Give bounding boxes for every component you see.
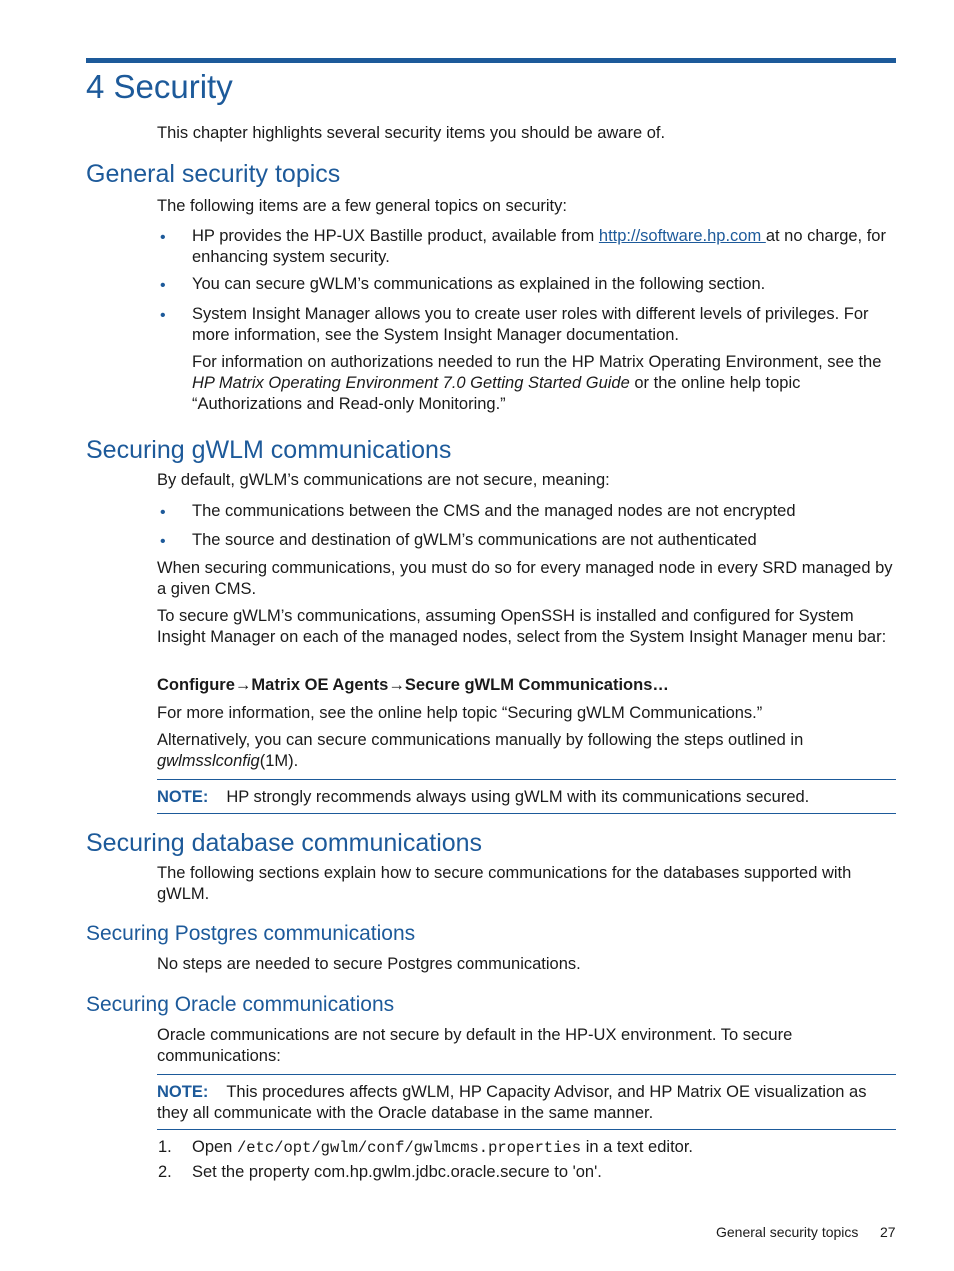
step-number: 2. [158, 1163, 172, 1181]
heading-securing-postgres: Securing Postgres communications [86, 922, 416, 945]
general-bullet-2: You can secure gWLM’s communications as explained in the following section. [192, 275, 766, 293]
footer-page-number: 27 [880, 1224, 896, 1240]
footer-section: General security topics [716, 1224, 859, 1240]
oracle-intro: Oracle communications are not secure by default in the HP-UX environment. To secure communications: [157, 1026, 793, 1065]
note-oracle [157, 1074, 896, 1130]
chapter-rule [86, 58, 896, 63]
gwlm-intro: By default, gWLM’s communications are not secure, meaning: [157, 471, 610, 489]
gwlm-bullet-2: The source and destination of gWLM’s communications are not authenticated [192, 531, 757, 549]
heading-securing-database: Securing database communications [86, 829, 483, 857]
bullet-icon: • [160, 533, 166, 550]
gwlm-para-2: To secure gWLM’s communications, assuming OpenSSH is installed and configured for System Insight Manager on each of the managed nodes, select from the System Insight Manager menu bar: [157, 607, 887, 646]
step-number: 1. [158, 1138, 172, 1156]
note-label: NOTE: [157, 788, 209, 806]
bullet-icon: • [160, 229, 166, 246]
properties-file-path: /etc/opt/gwlm/conf/gwlmcms.properties [236, 1139, 582, 1157]
gwlm-para-4: Alternatively, you can secure communications manually by following the steps outlined in gwlmsslconfig(1M). [157, 731, 804, 770]
oracle-step-1: Open /etc/opt/gwlm/conf/gwlmcms.properties in a text editor. [192, 1138, 694, 1157]
gwlm-para-3: For more information, see the online help topic “Securing gWLM Communications.” [157, 704, 763, 722]
menu-path: Configure→Matrix OE Agents→Secure gWLM Communications… [157, 676, 669, 694]
gwlm-bullet-1: The communications between the CMS and the managed nodes are not encrypted [192, 502, 796, 520]
bullet-icon: • [160, 504, 166, 521]
arrow-icon: → [388, 676, 405, 694]
chapter-title: 4 Security [86, 68, 233, 105]
gwlm-para-1: When securing communications, you must do so for every managed node in every SRD managed by a given CMS. [157, 559, 893, 598]
general-bullet-3-followup: For information on authorizations needed to run the HP Matrix Operating Environment, see the HP Matrix Operating Environment 7.0 Getting Started Guide or the online help topic “Authorizations and Read-only Monitoring.” [192, 353, 882, 413]
general-bullet-1: HP provides the HP-UX Bastille product, available from http://software.hp.com at no charge, for enhancing system security. [192, 227, 886, 266]
note-text: This procedures affects gWLM, HP Capacity Advisor, and HP Matrix OE visualization as they all communicate with the Oracle database in the same manner. [157, 1083, 867, 1122]
oracle-step-2: Set the property com.hp.gwlm.jdbc.oracle.secure to 'on'. [192, 1163, 602, 1181]
software-hp-link[interactable]: http://software.hp.com [598, 227, 766, 245]
note-gwlm [157, 779, 896, 814]
note-text: HP strongly recommends always using gWLM with its communications secured. [226, 788, 810, 806]
chapter-intro: This chapter highlights several security items you should be aware of. [157, 124, 666, 142]
heading-general-security: General security topics [86, 160, 341, 188]
general-bullet-3: System Insight Manager allows you to create user roles with different levels of privileges. For more information, see the System Insight Manager documentation. [192, 305, 869, 344]
heading-securing-oracle: Securing Oracle communications [86, 993, 395, 1016]
note-label: NOTE: [157, 1083, 209, 1101]
general-intro: The following items are a few general topics on security: [157, 197, 567, 215]
bullet-icon: • [160, 277, 166, 294]
arrow-icon: → [234, 676, 252, 694]
bullet-icon: • [160, 307, 166, 324]
database-intro: The following sections explain how to secure communications for the databases supported with gWLM. [157, 864, 852, 903]
postgres-text: No steps are needed to secure Postgres communications. [157, 955, 581, 973]
heading-securing-gwlm: Securing gWLM communications [86, 436, 452, 464]
